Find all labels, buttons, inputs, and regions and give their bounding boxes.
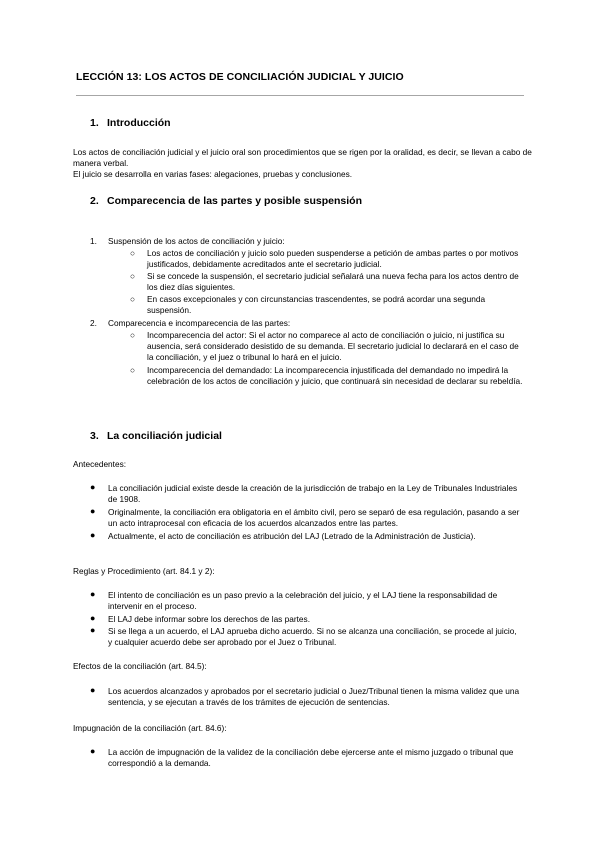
group-label-impugnacion: Impugnación de la conciliación (art. 84.6): bbox=[73, 723, 227, 733]
list-item bbox=[90, 531, 520, 542]
group-label-reglas: Reglas y Procedimiento (art. 84.1 y 2): bbox=[73, 566, 215, 576]
list-item-text: El intento de conciliación es un paso previo a la celebración del juicio, y el LAJ tiene la responsabilidad de intervenir en el proceso. bbox=[108, 590, 498, 612]
bullet-icon: ● bbox=[90, 506, 96, 516]
bullet-icon: ● bbox=[90, 613, 96, 623]
section-1-heading bbox=[90, 117, 171, 129]
list-item-text: Si se llega a un acuerdo, el LAJ aprueba dicho acuerdo. Si no se alcanza una conciliación, se procede al juicio, y cualquier acuerdo debe ser aprobado por el Juez o Tribunal. bbox=[108, 626, 517, 648]
subitem-text: En casos excepcionales y con circunstancias trascendentes, se podrá acordar una segunda suspensión. bbox=[147, 294, 486, 316]
list-item bbox=[90, 507, 520, 529]
subitem-text: Incomparecencia del demandado: La incomparecencia injustificada del demandado no impedirá la celebración de los actos de conciliación y juicio, que continuará sin necesidad de declarar su rebeldía. bbox=[147, 365, 523, 387]
list-item-text: La conciliación judicial existe desde la creación de la jurisdicción de trabajo en la Ley de Tribunales Industriales de 1908. bbox=[108, 483, 518, 505]
intro-paragraph: Los actos de conciliación judicial y el juicio oral son procedimientos que se rigen por la oralidad, es decir, se llevan a cabo de manera verbal. bbox=[73, 147, 532, 169]
subitem bbox=[130, 365, 525, 387]
bullet-icon: ● bbox=[90, 589, 96, 599]
circle-bullet-icon: ○ bbox=[130, 271, 136, 281]
list-item bbox=[90, 590, 520, 612]
list-item bbox=[90, 626, 520, 648]
subitem bbox=[130, 330, 525, 364]
section-3-heading bbox=[90, 430, 222, 442]
title-divider bbox=[76, 95, 524, 96]
ordered-item-number: 2. bbox=[90, 318, 97, 328]
ordered-item-label: Comparecencia e incomparecencia de las partes: bbox=[108, 318, 291, 328]
section-3-number: 3. bbox=[90, 430, 99, 442]
list-item-text: La acción de impugnación de la validez de la conciliación debe ejercerse ante el mismo juzgado o tribunal que correspondió a la demanda. bbox=[108, 747, 514, 769]
section-2-title: Comparecencia de las partes y posible suspensión bbox=[107, 195, 363, 207]
circle-bullet-icon: ○ bbox=[130, 365, 136, 375]
document-title: LECCIÓN 13: LOS ACTOS DE CONCILIACIÓN JUDICIAL Y JUICIO bbox=[76, 71, 404, 83]
section-3-title: La conciliación judicial bbox=[107, 430, 222, 442]
list-item bbox=[90, 747, 520, 769]
subitem-text: Los actos de conciliación y juicio solo pueden suspenderse a petición de ambas partes o por motivos justificados, debidamente acreditados ante el secretario judicial. bbox=[147, 248, 519, 270]
section-1-title: Introducción bbox=[107, 117, 171, 129]
bullet-icon: ● bbox=[90, 625, 96, 635]
list-item-text: Originalmente, la conciliación era obligatoria en el ámbito civil, pero se separó de esa regulación, pasando a ser un acto intraprocesal con eficacia de los acuerdos alcanzados entre las partes. bbox=[108, 507, 520, 529]
bullet-icon: ● bbox=[90, 685, 96, 695]
section-1-body bbox=[73, 147, 533, 181]
section-2-heading bbox=[90, 195, 362, 207]
section-1-number: 1. bbox=[90, 117, 99, 129]
circle-bullet-icon: ○ bbox=[130, 294, 136, 304]
subitem bbox=[130, 248, 525, 270]
ordered-item-label: Suspensión de los actos de conciliación y juicio: bbox=[108, 236, 285, 246]
group-label-efectos: Efectos de la conciliación (art. 84.5): bbox=[73, 661, 207, 671]
subitem bbox=[130, 294, 525, 316]
list-item bbox=[90, 483, 520, 505]
ordered-item-number: 1. bbox=[90, 236, 97, 246]
bullet-icon: ● bbox=[90, 530, 96, 540]
subitem-text: Incomparecencia del actor: Si el actor no comparece al acto de conciliación o juicio, ni justifica su ausencia, será considerado desistido de su demanda. El secretario judicial lo declarará en el caso de la conciliación, y el juez o tribunal lo hará en el juicio. bbox=[147, 330, 519, 363]
list-item-text: El LAJ debe informar sobre los derechos de las partes. bbox=[108, 614, 310, 624]
subitem bbox=[130, 271, 525, 293]
section-2-number: 2. bbox=[90, 195, 99, 207]
list-item-text: Los acuerdos alcanzados y aprobados por el secretario judicial o Juez/Tribunal tienen la misma validez que una sentencia, y se ejecutan a través de los trámites de ejecución de sentencias. bbox=[108, 686, 520, 708]
list-item bbox=[90, 614, 520, 625]
list-item bbox=[90, 686, 520, 708]
phases-paragraph: El juicio se desarrolla en varias fases: alegaciones, pruebas y conclusiones. bbox=[73, 169, 353, 180]
circle-bullet-icon: ○ bbox=[130, 330, 136, 340]
bullet-icon: ● bbox=[90, 746, 96, 756]
bullet-icon: ● bbox=[90, 482, 96, 492]
circle-bullet-icon: ○ bbox=[130, 248, 136, 258]
list-item-text: Actualmente, el acto de conciliación es atribución del LAJ (Letrado de la Administración de Justicia). bbox=[108, 531, 476, 541]
group-label-antecedentes: Antecedentes: bbox=[73, 459, 127, 469]
subitem-text: Si se concede la suspensión, el secretario judicial señalará una nueva fecha para los actos dentro de los diez días siguientes. bbox=[147, 271, 519, 293]
